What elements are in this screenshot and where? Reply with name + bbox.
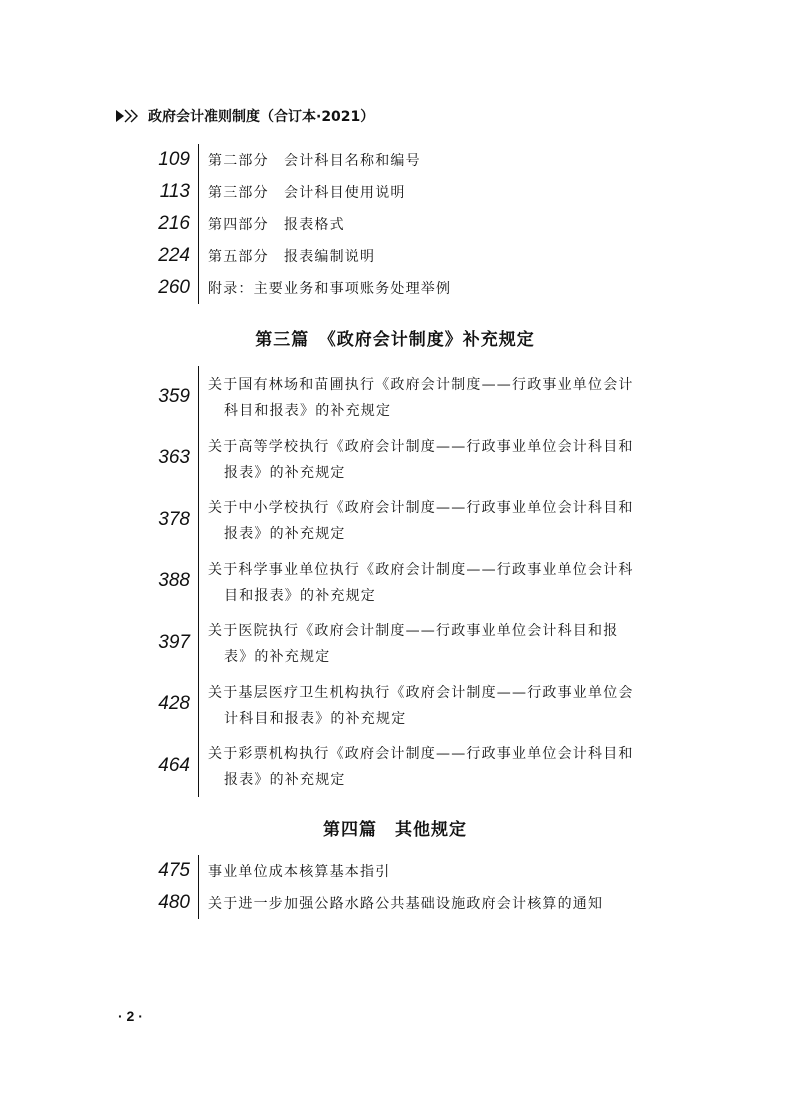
toc-page-number: 428 xyxy=(158,693,190,715)
running-header xyxy=(116,104,374,128)
toc-entry[interactable] xyxy=(140,366,678,428)
toc-entry-title: 第三部分 会计科目使用说明 xyxy=(208,185,406,201)
toc-entry[interactable] xyxy=(140,887,603,919)
toc-entry-title xyxy=(199,366,678,428)
toc-page-number: 109 xyxy=(158,149,190,170)
toc-entry-title xyxy=(199,735,678,797)
toc-entry-title xyxy=(199,612,678,674)
toc-entry-title: 关于进一步加强公路水路公共基础设施政府会计核算的通知 xyxy=(208,896,604,912)
toc-entry-title-line2: 目和报表》的补充规定 xyxy=(224,587,376,604)
toc-entry-title-line1: 关于科学事业单位执行《政府会计制度——行政事业单位会计科 xyxy=(208,561,634,578)
toc-entry-title-line1: 关于高等学校执行《政府会计制度——行政事业单位会计科目和 xyxy=(208,438,634,455)
toc-page-number: 388 xyxy=(158,570,190,592)
toc-page-number: 260 xyxy=(158,277,190,298)
toc-entry[interactable] xyxy=(140,674,678,736)
toc-entry-title-line2: 表》的补充规定 xyxy=(224,649,331,665)
toc-entry[interactable] xyxy=(140,428,678,490)
toc-entry-title-line2: 报表》的补充规定 xyxy=(224,772,346,788)
section-heading-part-three: 第三篇 《政府会计制度》补充规定 xyxy=(255,330,535,350)
toc-entry-title: 附录：主要业务和事项账务处理举例 xyxy=(208,281,452,297)
toc-entry-title-line1: 关于基层医疗卫生机构执行《政府会计制度——行政事业单位会 xyxy=(208,684,634,701)
toc-entry[interactable] xyxy=(140,240,451,272)
toc-page-number: 475 xyxy=(158,860,190,881)
double-chevron-right-icon xyxy=(116,109,140,123)
toc-entry-title xyxy=(199,674,678,736)
running-header-title: 政府会计准则制度（合订本·2021） xyxy=(148,109,375,125)
toc-entry[interactable] xyxy=(140,489,678,551)
toc-group-part-two xyxy=(140,144,451,304)
toc-entry[interactable] xyxy=(140,144,451,176)
toc-entry[interactable] xyxy=(140,176,451,208)
toc-entry[interactable] xyxy=(140,551,678,613)
toc-entry[interactable] xyxy=(140,735,678,797)
section-heading-part-four: 第四篇 其他规定 xyxy=(323,820,467,840)
toc-entry[interactable] xyxy=(140,272,451,304)
toc-entry-title: 第二部分 会计科目名称和编号 xyxy=(208,153,421,169)
toc-entry[interactable] xyxy=(140,612,678,674)
toc-page-number: 480 xyxy=(158,892,190,913)
toc-entry-title: 第四部分 报表格式 xyxy=(208,217,345,233)
toc-entry-title-line2: 报表》的补充规定 xyxy=(224,526,346,542)
toc-entry-title xyxy=(199,489,678,551)
toc-entry-title-line1: 关于医院执行《政府会计制度——行政事业单位会计科目和报 xyxy=(208,623,619,639)
toc-page-number: 113 xyxy=(159,181,190,202)
toc-entry-title-line2: 科目和报表》的补充规定 xyxy=(224,403,392,419)
toc-entry-title xyxy=(199,551,678,613)
toc-entry-title-line1: 关于国有林场和苗圃执行《政府会计制度——行政事业单位会计 xyxy=(208,377,634,393)
toc-page-number: 359 xyxy=(158,385,190,407)
toc-entry-title-line1: 关于中小学校执行《政府会计制度——行政事业单位会计科目和 xyxy=(208,500,634,516)
toc-group-part-four xyxy=(140,855,603,919)
page-number: · 2 · xyxy=(118,1008,143,1024)
toc-entry-title: 事业单位成本核算基本指引 xyxy=(208,864,391,880)
toc-page-number: 363 xyxy=(158,447,190,469)
toc-page-number: 464 xyxy=(158,754,190,776)
toc-entry-title: 第五部分 报表编制说明 xyxy=(208,249,376,265)
toc-entry-title xyxy=(199,428,678,490)
toc-entry-title-line2: 报表》的补充规定 xyxy=(224,464,346,481)
toc-page-number: 397 xyxy=(158,631,190,653)
toc-page-number: 216 xyxy=(158,213,190,234)
toc-entry[interactable] xyxy=(140,855,603,887)
toc-entry-title-line1: 关于彩票机构执行《政府会计制度——行政事业单位会计科目和 xyxy=(208,746,634,762)
toc-entry[interactable] xyxy=(140,208,451,240)
toc-entry-title-line2: 计科目和报表》的补充规定 xyxy=(224,710,407,727)
toc-group-part-three xyxy=(140,366,678,797)
toc-page-number: 224 xyxy=(158,245,190,266)
toc-page-number: 378 xyxy=(158,508,190,530)
